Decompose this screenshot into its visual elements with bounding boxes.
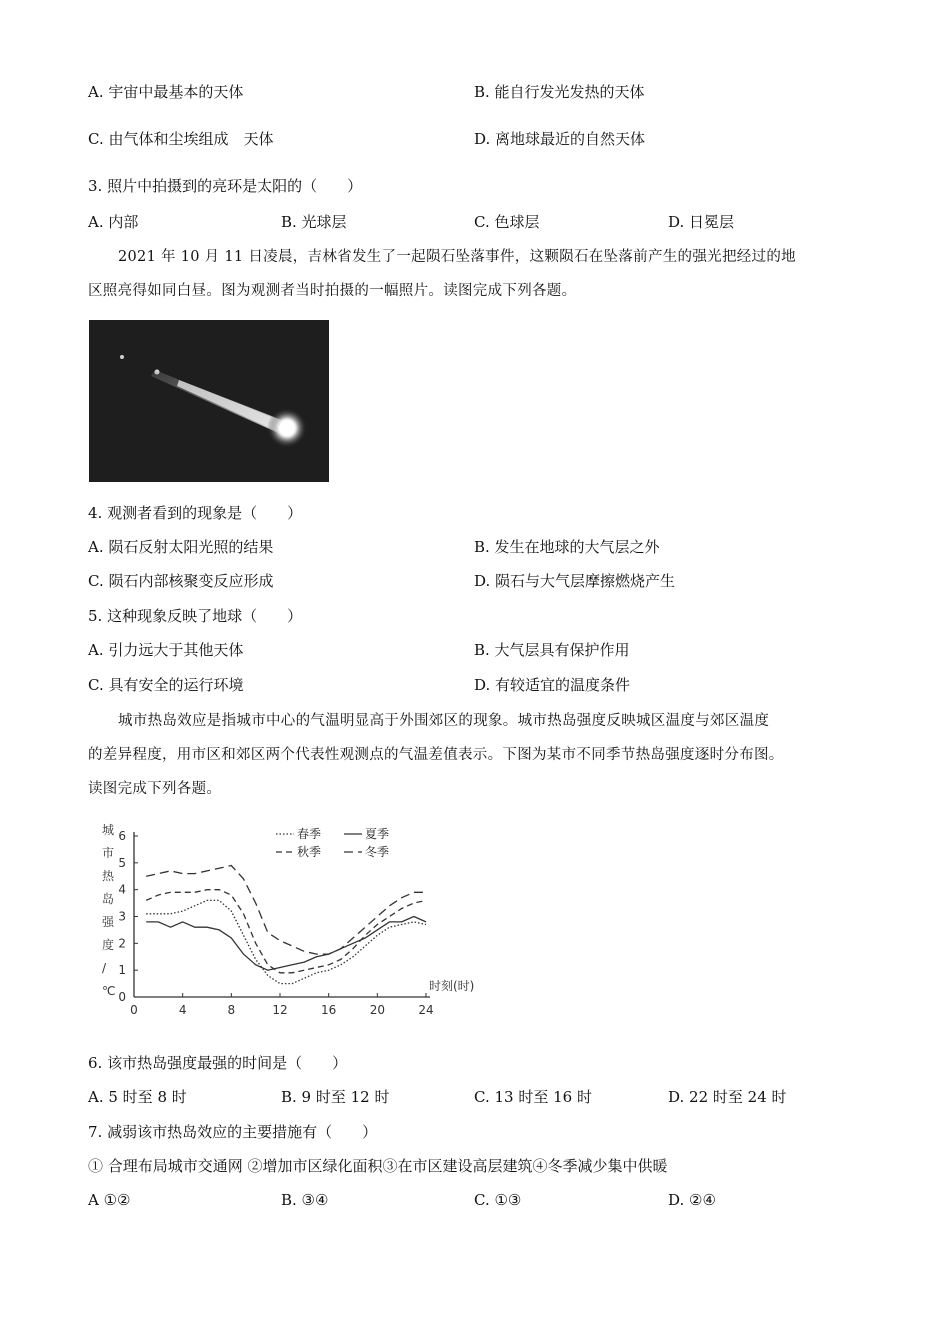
q3-option-b: B. 光球层 [281, 213, 347, 231]
y-axis-label-char: 度 [102, 938, 115, 952]
q7-option-c: C. ①③ [474, 1191, 522, 1209]
y-tick-label: 0 [118, 990, 126, 1004]
series-line-dashed [146, 890, 426, 973]
q3-option-c: C. 色球层 [474, 213, 540, 231]
heat-passage-line-2: 的差异程度，用市区和郊区两个代表性观测点的气温差值表示。下图为某市不同季节热岛强度逐时分布图。 [88, 747, 784, 763]
q5-option-a: A. 引力远大于其他天体 [88, 641, 244, 659]
x-tick-label: 4 [178, 1003, 187, 1017]
heat-passage-line-3: 读图完成下列各题。 [88, 781, 222, 797]
heat-island-passage [88, 704, 888, 806]
q7-statements: ① 合理布局城市交通网 ②增加市区绿化面积③在市区建设高层建筑④冬季减少集中供暖 [88, 1157, 668, 1175]
x-tick-label: 20 [369, 1003, 385, 1017]
chart-legend [276, 826, 389, 859]
q7-stem: 7. 减弱该市热岛效应的主要措施有（ ） [88, 1123, 378, 1141]
y-axis-label-char: 强 [102, 915, 115, 929]
y-axis-label-char: / [102, 961, 107, 975]
y-axis-label-char: ℃ [102, 984, 116, 998]
q2-option-d: D. 离地球最近的自然天体 [474, 130, 646, 148]
meteor-photo-image [89, 320, 329, 482]
meteor-passage-line-1: 2021 年 10 月 11 日凌晨，吉林省发生了一起陨石坠落事件，这颗陨石在坠落前产生的强光把经过的地 [118, 249, 796, 265]
q6-option-a: A. 5 时至 8 时 [88, 1088, 187, 1106]
y-tick-label: 5 [118, 855, 126, 870]
q2-option-a: A. 宇宙中最基本的天体 [88, 83, 244, 101]
q7-option-d: D. ②④ [668, 1191, 716, 1209]
y-axis-label-char: 城 [102, 823, 115, 837]
q2-option-b: B. 能自行发光发热的天体 [474, 83, 645, 101]
x-tick-label: 8 [227, 1003, 236, 1017]
x-tick-label: 24 [418, 1003, 434, 1017]
heat-passage-line-1: 城市热岛效应是指城市中心的气温明显高于外围郊区的现象。城市热岛强度反映城区温度与郊区温度 [118, 713, 770, 729]
x-tick-label: 0 [130, 1003, 138, 1017]
q4-option-d: D. 陨石与大气层摩擦燃烧产生 [474, 572, 676, 590]
q3-stem: 3. 照片中拍摄到的亮环是太阳的（ ） [88, 177, 363, 195]
meteor-passage-line-2: 区照亮得如同白昼。图为观测者当时拍摄的一幅照片。读图完成下列各题。 [88, 283, 577, 299]
series-line-longdash [146, 866, 426, 955]
y-tick-label: 3 [118, 909, 126, 924]
meteor-passage [88, 240, 868, 308]
y-axis-label-char: 岛 [102, 892, 115, 906]
q4-option-c: C. 陨石内部核聚变反应形成 [88, 572, 274, 590]
q2-option-c: C. 由气体和尘埃组成 天体 [88, 130, 274, 148]
y-tick-label: 4 [118, 882, 126, 897]
y-tick-label: 6 [118, 829, 126, 843]
q4-option-b: B. 发生在地球的大气层之外 [474, 538, 660, 556]
heat-island-chart [96, 820, 475, 1025]
series-line-dotted [146, 900, 426, 983]
q7-option-b: B. ③④ [281, 1191, 329, 1209]
x-axis-label: 时刻(时) [429, 979, 475, 993]
q5-option-b: B. 大气层具有保护作用 [474, 641, 630, 659]
y-axis-label-char: 市 [102, 846, 115, 860]
q5-stem: 5. 这种现象反映了地球（ ） [88, 607, 303, 625]
q6-option-c: C. 13 时至 16 时 [474, 1088, 592, 1106]
meteor-photo [89, 320, 329, 482]
chart-series [146, 866, 426, 984]
q3-option-a: A. 内部 [88, 213, 139, 231]
q5-option-c: C. 具有安全的运行环境 [88, 676, 244, 694]
q5-option-d: D. 有较适宜的温度条件 [474, 676, 631, 694]
q6-option-d: D. 22 时至 24 时 [668, 1088, 787, 1106]
q6-stem: 6. 该市热岛强度最强的时间是（ ） [88, 1054, 348, 1072]
legend-label: 冬季 [365, 845, 390, 859]
q7-option-a: A ①② [88, 1191, 131, 1209]
y-tick-label: 2 [118, 936, 126, 951]
y-axis-label [102, 823, 115, 998]
q4-stem: 4. 观测者看到的现象是（ ） [88, 504, 303, 522]
q3-option-d: D. 日冕层 [668, 213, 735, 231]
x-tick-label: 12 [272, 1003, 288, 1017]
q6-option-b: B. 9 时至 12 时 [281, 1088, 390, 1106]
legend-label: 春季 [297, 827, 322, 841]
q4-option-a: A. 陨石反射太阳光照的结果 [88, 538, 274, 556]
legend-label: 夏季 [365, 827, 390, 841]
heat-island-chart-svg [96, 820, 475, 1025]
y-axis-label-char: 热 [102, 869, 115, 883]
y-tick-label: 1 [118, 963, 126, 978]
x-tick-label: 16 [321, 1003, 337, 1017]
legend-label: 秋季 [297, 845, 322, 859]
